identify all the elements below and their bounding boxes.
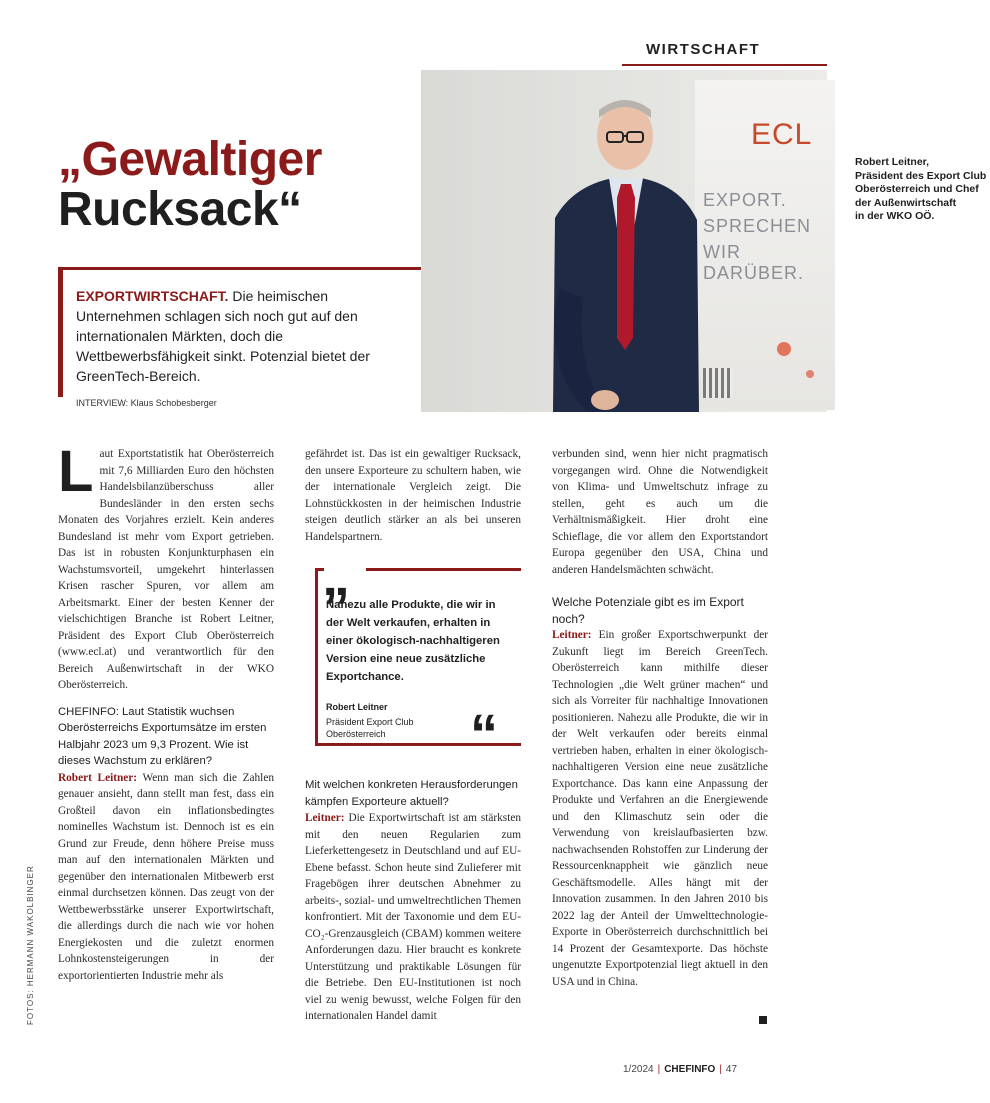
- lead-paragraph: [76, 286, 406, 386]
- lead-keyword: EXPORTWIRTSCHAFT.: [76, 288, 229, 304]
- footer-separator: |: [719, 1064, 722, 1075]
- answer-text: Die Exportwirtschaft ist am stärksten mit den neuen Regularien zum Lieferkettengesetz in Deutschland und auf EU-Ebene befasst. Schon heute sind Zulieferer mit Fragebögen ihrer deutschen Abnehmer zu arbeits-, sozial- und umweltrechtlichen Themen konfrontiert. Mit der Taxonomie und dem EU-CO₂-Grenzausgleich (CBAM) kommen weitere Anforderungen dazu. Hier braucht es konkrete Unterstützung und praktikable Lösungen für die Betriebe. Den EU-Institutionen ist noch viel zu wenig bewusst, welche Folgen für den internationalen Handel damit: [305, 812, 521, 1022]
- close-quote-icon: “: [470, 702, 498, 765]
- column-3: [552, 446, 768, 990]
- question-3: Welche Potenziale gibt es im Export noch?: [552, 595, 744, 626]
- lead-text: Die heimischen Unternehmen schlagen sich noch gut auf den internationalen Märkten, doch die Wettbewerbsfähigkeit sinkt. Potenzial bietet der GreenTech-Bereich.: [76, 288, 370, 384]
- answer-text: Ein großer Exportschwerpunkt der Zukunft liegt im Bereich GreenTech. Oberösterreich kann mithilfe dieser Technologien „die Welt grüner machen“ und sich als Vorreiter für nachhaltige Innovationen positionieren. Nahezu alle Produkte, die wir in der Welt verkaufen oder bereits einmal vertrieben haben, erhalten in einer ökologisch-nachhaltigeren Version eine neue zusätzliche Exportchance. Das kann eine Anpassung der Produkte und Verfahren an die Energiewende und den Klimaschutz sein oder die Verwendung von kreislaufbasierten bzw. nachwachsenden Rohstoffen zur Linderung der Ressourcenknappheit wie gänzlich neue Geschäftsmodelle. Alles hängt mit der Innovation zusammen. In den Jahren 2010 bis 2022 lag der Anteil der Umwelttechnologie-Exporte in Oberösterreich durchschnittlich bei 14 Prozent der Gesamtexporte. Das höchste ungenutzte Exportpotenzial liegt aktuell in den USA und in China.: [552, 629, 768, 988]
- banner-logo: ECL: [751, 118, 813, 151]
- page-number: 47: [725, 1064, 738, 1075]
- pullquote-name: Robert Leitner: [326, 702, 388, 712]
- end-of-article-mark: [759, 1016, 767, 1024]
- lead-frame-horizontal: [58, 267, 421, 270]
- caption-line: Robert Leitner,: [855, 156, 930, 168]
- photo-credit: FOTOS: HERMANN WAKOLBINGER: [26, 865, 35, 1025]
- title-line-2: Rucksack“: [58, 183, 302, 236]
- page-footer: [623, 1064, 737, 1075]
- decor-dot: [806, 370, 814, 378]
- section-divider: [622, 64, 827, 66]
- pullquote-role: Präsident Export Club Oberösterreich: [326, 717, 414, 739]
- drop-cap: L: [58, 439, 94, 504]
- pullquote-text: Nahezu alle Produkte, die wir in der Welt verkaufen, erhalten in einer ökologisch-nachhaltigeren Version eine neue zusätzliche Exportchance.: [326, 599, 500, 683]
- issue-number: 1/2024: [623, 1064, 654, 1075]
- answer-speaker: Leitner:: [305, 812, 345, 824]
- banner-line-1: EXPORT.: [703, 190, 787, 210]
- question-1: CHEFINFO: Laut Statistik wuchsen Oberösterreichs Exportumsätze im ersten Halbjahr 2023 um 9,3 Prozent. Wie ist dieses Wachstum zu erklären?: [58, 705, 267, 767]
- answer-speaker: Robert Leitner:: [58, 771, 138, 784]
- caption-line: der Außenwirtschaft: [855, 196, 957, 209]
- continuation-paragraph: gefährdet ist. Das ist ein gewaltiger Rucksack, den unsere Exporteure zu schultern haben, wie der internationale Vergleich zeigt. Die Lohnstückkosten in der heimischen Industrie steigen deutlich stärker an als bei unseren Handelspartnern.: [305, 448, 521, 543]
- title-line-1: „Gewaltiger: [58, 133, 322, 186]
- magazine-brand: CHEFINFO: [664, 1064, 716, 1075]
- section-label: WIRTSCHAFT: [646, 41, 761, 58]
- decor-dot: [777, 342, 791, 356]
- caption-line: Präsident des Export Club: [855, 169, 987, 182]
- photo-caption: [855, 156, 990, 224]
- open-quote-icon: „: [322, 544, 350, 607]
- article-title: [58, 135, 322, 235]
- answer-speaker: Leitner:: [552, 629, 592, 641]
- answer-1: [58, 770, 274, 985]
- portrait-photo: [421, 70, 987, 412]
- banner-line-3: WIR DARÜBER.: [703, 242, 805, 283]
- answer-3: [552, 627, 768, 990]
- footer-separator: |: [657, 1064, 661, 1075]
- answer-text: Wenn man sich die Zahlen genauer ansieht, dann stellt man fest, dass ein Großteil davon ein inflationsbedingtes nominelles Wachstum ist. Dennoch ist es ein Grund zur Freude, denn höhere Preise muss man auf den internationalen Märkten und gegenüber den internationalen Mitbewerb erst einmal durchsetzen können. Das zeugt von der Wettbewerbsstärke unserer Exportwirtschaft, die allerdings durch die nach wie vor hohen Energiekosten und die zuletzt enormen Lohnkostensteigerungen in der exportorientierten Industrie mehr als: [58, 771, 274, 982]
- banner-line-2: SPRECHEN: [703, 216, 812, 236]
- answer-2: [305, 810, 521, 1025]
- caption-line: Oberösterreich und Chef: [855, 183, 979, 195]
- intro-paragraph: [58, 439, 274, 694]
- continuation-paragraph: verbunden sind, wenn hier nicht pragmatisch vorgegangen wird. Ohne die Notwendigkeit von Klima- und Umweltschutz infrage zu stellen, geht es auch um die Verhältnismäßigkeit. Hier droht eine Schieflage, die vor allem den Exportstandort Europa gegenüber den USA, China und anderen Handelsmächten schwächt.: [552, 448, 768, 576]
- interview-credit: INTERVIEW: Klaus Schobesberger: [76, 398, 217, 408]
- person-figure: [513, 88, 713, 412]
- column-1: [58, 439, 274, 984]
- caption-line: in der WKO OÖ.: [855, 210, 935, 222]
- question-2: Mit welchen konkreten Herausforderungen kämpfen Exporteure aktuell?: [305, 779, 518, 808]
- lead-frame-vertical: [58, 267, 63, 397]
- intro-text: aut Exportstatistik hat Oberösterreich mit 7,6 Milliarden Euro den höchsten Handelsbilanzüberschuss aller Bundesländer in den ersten sechs Monaten des Vorjahres erzielt. Kein anderes Bundesland ist mehr vom Export getrieben. Das ist in robusten Konjunkturphasen ein Wachstumsvorteil, umgekehrt hinterlassen Krisen rascher Spuren, vor allem am Arbeitsmarkt. Einer der besten Kenner der vielschichtigen Branche ist Robert Leitner, Präsident des Export Club Oberösterreich (www.ecl.at) und verantwortlich für den Bereich Außenwirtschaft in der WKO Oberösterreich.: [58, 448, 274, 691]
